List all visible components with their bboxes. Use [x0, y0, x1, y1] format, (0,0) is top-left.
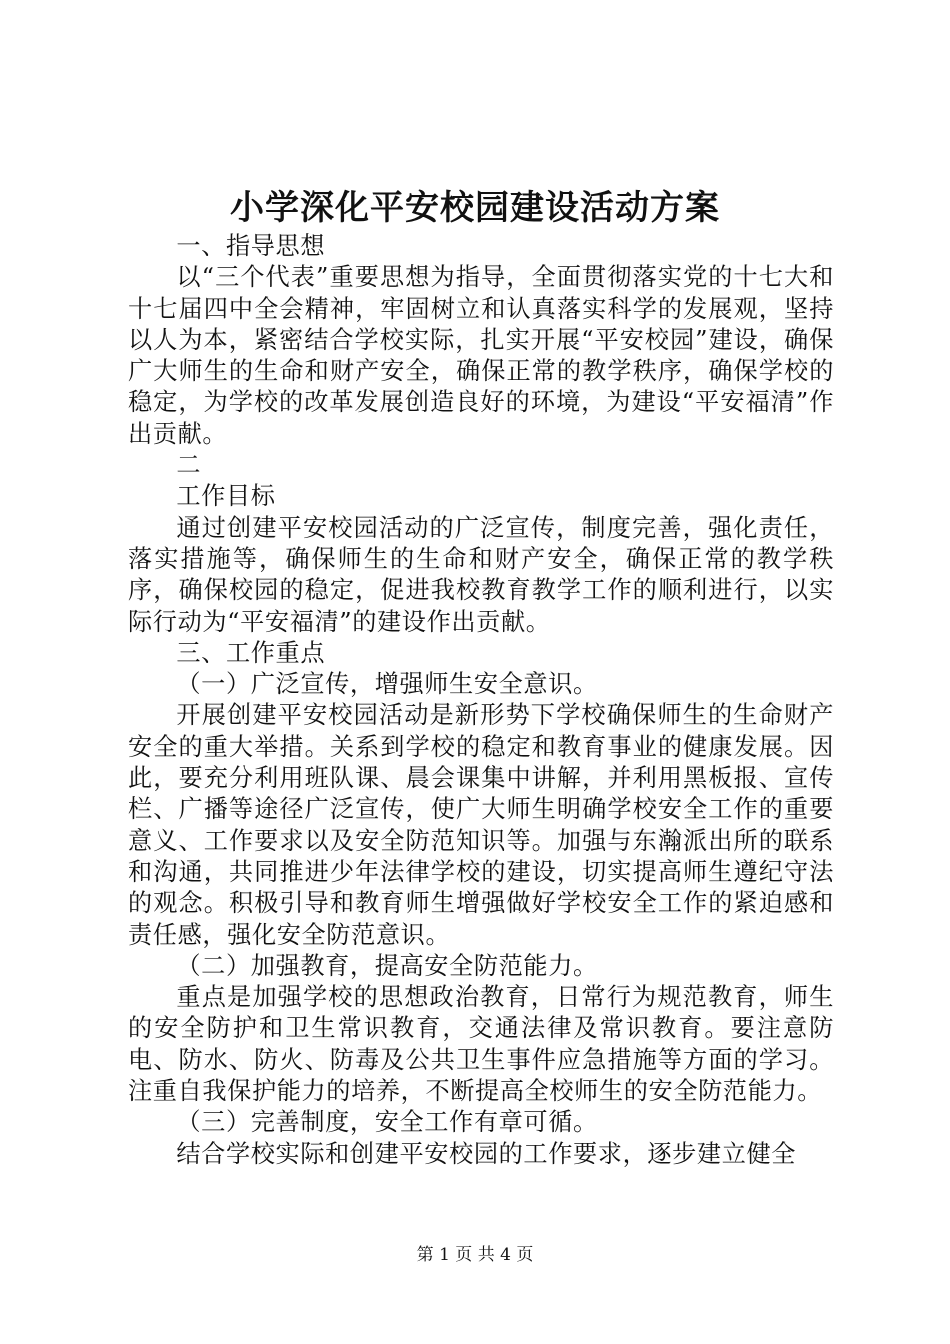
paragraph: 开展创建平安校园活动是新形势下学校确保师生的生命财产安全的重大举措。关系到学校的稳定和教育事业的健康发展。因此，要充分利用班队课、晨会课集中讲解，并利用黑板报、宣传栏、广播等途径广泛宣传，使广大师生明确学校安全工作的重要意义、工作要求以及安全防范知识等。加强与东瀚派出所的联系和沟通，共同推进少年法律学校的建设，切实提高师生遵纪守法的观念。积极引导和教育师生增强做好学校安全工作的紧迫感和责任感，强化安全防范意识。: [128, 701, 834, 949]
section-heading: 二: [176, 451, 202, 480]
paragraph: 结合学校实际和创建平安校园的工作要求，逐步建立健全: [176, 1139, 797, 1168]
paragraph: 以“三个代表”重要思想为指导，全面贯彻落实党的十七大和十七届四中全会精神，牢固树立和认真落实科学的发展观，坚持以人为本，紧密结合学校实际，扎实开展“平安校园”建设，确保广大师生的生命和财产安全，确保正常的教学秩序，确保学校的稳定，为学校的改革发展创造良好的环境，为建设“平安福清”作出贡献。: [128, 263, 834, 448]
document-body: [128, 231, 834, 1170]
page-number: 第 1 页 共 4 页: [416, 1245, 534, 1265]
paragraph: 通过创建平安校园活动的广泛宣传，制度完善，强化责任，落实措施等，确保师生的生命和财产安全，确保正常的教学秩序，确保校园的稳定，促进我校教育教学工作的顺利进行，以实际行动为“平安福清”的建设作出贡献。: [128, 513, 834, 636]
subsection-heading: （二）加强教育，提高安全防范能力。: [176, 951, 598, 980]
document-title: 小学深化平安校园建设活动方案: [230, 188, 720, 228]
subsection-heading: （一）广泛宣传，增强师生安全意识。: [176, 670, 598, 699]
section-heading: 三、工作重点: [176, 638, 326, 667]
section-heading: 一、指导思想: [176, 232, 326, 260]
paragraph: 重点是加强学校的思想政治教育，日常行为规范教育，师生的安全防护和卫生常识教育，交通法律及常识教育。要注意防电、防水、防火、防毒及公共卫生事件应急措施等方面的学习。注重自我保护能力的培养，不断提高全校师生的安全防范能力。: [128, 983, 834, 1106]
section-heading: 工作目标: [176, 482, 276, 511]
subsection-heading: （三）完善制度，安全工作有章可循。: [176, 1108, 598, 1137]
